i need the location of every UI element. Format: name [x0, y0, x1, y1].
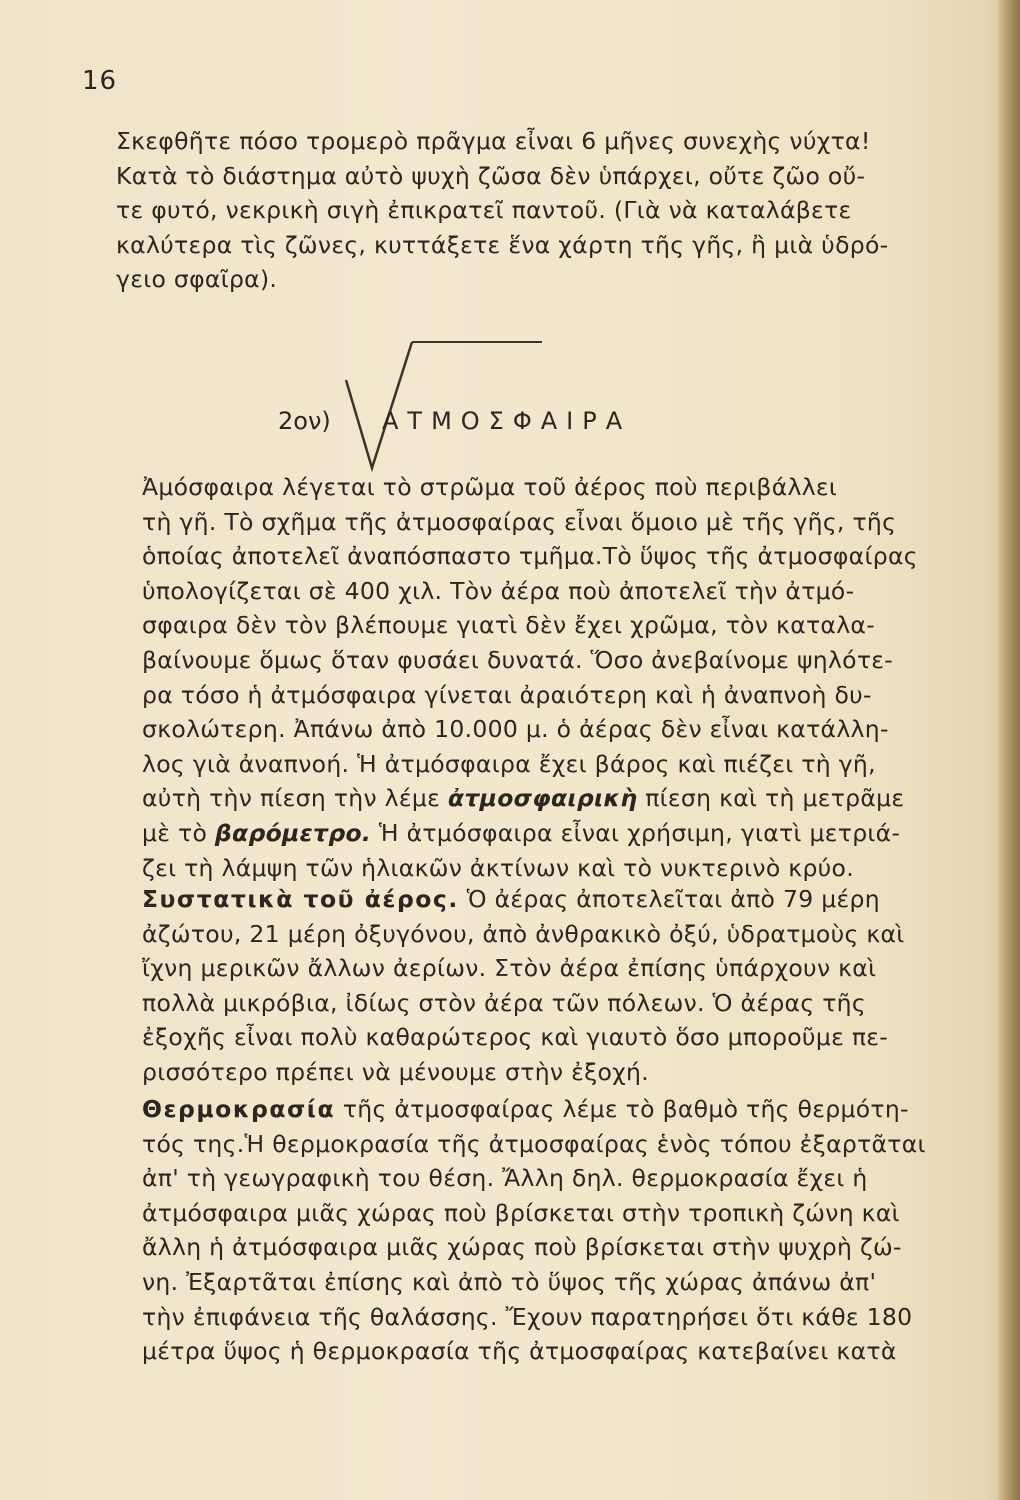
text-line: ὑπολογίζεται σὲ 400 χιλ. Τὸν ἀέρα ποὺ ἀποτελεῖ τὴν ἀτμό- [142, 576, 855, 605]
text-fragment: τῆς ἀτμοσφαίρας λέμε τὸ βαθμὸ τῆς θερμότη- [335, 1095, 909, 1123]
text-line: Κατὰ τὸ διάστημα αὐτὸ ψυχὴ ζῶσα δὲν ὑπάρχει, οὔτε ζῶο οὔ- [116, 161, 866, 190]
text-line: ἀζώτου, 21 μέρη ὀξυγόνου, ἀπὸ ἀνθρακικὸ ὀξύ, ὑδρατμοὺς καὶ [142, 919, 905, 948]
text-line [116, 882, 894, 917]
text-line: ἐξοχῆς εἶναι πολὺ καθαρώτερος καὶ γιαυτὸ ὅσο μποροῦμε πε- [142, 1023, 889, 1052]
text-line: νη. Ἐξαρτᾶται ἐπίσης καὶ ἀπὸ τὸ ὕψος τῆς χώρας ἀπάνω ἀπ' [142, 1267, 877, 1296]
text-line: ἴχνη μερικῶν ἄλλων ἀερίων. Στὸν ἀέρα ἐπίσης ὑπάρχουν καὶ [142, 954, 877, 983]
text-fragment: αὐτὴ τὴν πίεση τὴν λέμε [142, 784, 448, 813]
text-line: τε φυτό, νεκρικὴ σιγὴ ἐπικρατεῖ παντοῦ. (Γιὰ νὰ καταλάβετε [116, 196, 852, 225]
intro-paragraph [116, 124, 894, 297]
text-line: λος γιὰ ἀναπνοή. Ἡ ἀτμόσφαιρα ἔχει βάρος καὶ πιέζει τὴ γῆ, [142, 749, 876, 778]
text-line: βαίνουμε ὅμως ὅταν φυσάει δυνατά. Ὅσο ἀνεβαίνομε ψηλότε- [142, 645, 894, 674]
atmosphere-paragraph [116, 470, 918, 885]
text-line: ἀπ' τὴ γεωγραφικὴ του θέση. Ἄλλη δηλ. θερμοκρασία ἔχει ἡ [142, 1164, 868, 1193]
text-line: σκολώτερη. Ἀπάνω ἀπὸ 10.000 μ. ὁ ἀέρας δὲν εἶναι κατάλλη- [142, 715, 889, 744]
text-line: καλύτερα τὶς ζῶνες, κυττάξετε ἕνα χάρτη τῆς γῆς, ἢ μιὰ ὑδρό- [116, 230, 889, 259]
text-fragment: Ὁ ἀέρας ἀποτελεῖται ἀπὸ 79 μέρη [458, 885, 880, 913]
section-title: ΑΤΜΟΣΦΑΙΡΑ [382, 407, 632, 435]
text-line: Σκεφθῆτε πόσο τρομερὸ πρᾶγμα εἶναι 6 μῆνες συνεχὴς νύχτα! [116, 127, 871, 155]
term-composition: Συστατικὰ τοῦ ἀέρος. [142, 885, 459, 913]
text-line: Ἀμόσφαιρα λέγεται τὸ στρῶμα τοῦ ἀέρος ποὺ περιβάλλει [142, 473, 838, 501]
text-line [116, 816, 901, 851]
page-number: 16 [82, 66, 118, 96]
text-line: ζει τὴ λάμψη τῶν ἡλιακῶν ἀκτίνων καὶ τὸ νυκτερινὸ κρύο. [142, 853, 855, 882]
text-line: ὁποίας ἀποτελεῖ ἀναπόσπαστο τμῆμα.Τὸ ὕψος τῆς ἀτμοσφαίρας [142, 542, 918, 571]
text-line [116, 781, 905, 816]
temperature-paragraph [116, 1092, 926, 1369]
text-line [116, 1092, 909, 1127]
handwritten-rule [412, 341, 542, 343]
text-fragment: πίεση καὶ τὴ μετρᾶμε [637, 784, 905, 813]
text-line: τός της.Ἡ θερμοκρασία τῆς ἀτμοσφαίρας ἑνὸς τόπου ἐξαρτᾶται [142, 1129, 926, 1158]
text-line: ρισσότερο πρέπει νὰ μένουμε στὴν ἐξοχή. [142, 1057, 650, 1086]
text-line: τὴν ἐπιφάνεια τῆς θαλάσσης. Ἔχουν παρατηρήσει ὅτι κάθε 180 [142, 1302, 913, 1331]
text-line: τὴ γῆ. Τὸ σχῆμα τῆς ἀτμοσφαίρας εἶναι ὅμοιο μὲ τῆς γῆς, τῆς [142, 507, 897, 536]
text-line: σφαιρα δὲν τὸν βλέπουμε γιατὶ δὲν ἔχει χρῶμα, τὸν καταλα- [142, 611, 876, 640]
text-fragment: Ἡ ἀτμόσφαιρα εἶναι χρήσιμη, γιατὶ μετριά- [371, 818, 901, 847]
text-line: ρα τόσο ἡ ἀτμόσφαιρα γίνεται ἀραιότερη καὶ ἡ ἀναπνοὴ δυ- [142, 680, 872, 709]
term-temperature: Θερμοκρασία [142, 1095, 336, 1123]
text-line: ἀτμόσφαιρα μιᾶς χώρας ποὺ βρίσκεται στὴν τροπικὴ ζώνη καὶ [142, 1198, 900, 1227]
page-edge-shadow [998, 0, 1020, 1500]
composition-paragraph [116, 882, 905, 1090]
term-barometer: βαρόμετρο. [214, 818, 372, 847]
text-line: μέτρα ὕψος ἡ θερμοκρασία τῆς ἀτμοσφαίρας κατεβαίνει κατὰ [142, 1337, 897, 1366]
text-line: γειο σφαῖρα). [116, 265, 278, 294]
text-line: ἄλλη ἡ ἀτμόσφαιρα μιᾶς χώρας ποὺ βρίσκεται στὴν ψυχρὴ ζώ- [142, 1233, 902, 1262]
term-atmospheric: ἀτμοσφαιρικὴ [447, 784, 638, 813]
text-fragment: μὲ τὸ [142, 818, 215, 847]
text-line: πολλὰ μικρόβια, ἰδίως στὸν ἀέρα τῶν πόλεων. Ὁ ἀέρας τῆς [142, 988, 866, 1017]
section-number: 2ον) [278, 407, 331, 435]
